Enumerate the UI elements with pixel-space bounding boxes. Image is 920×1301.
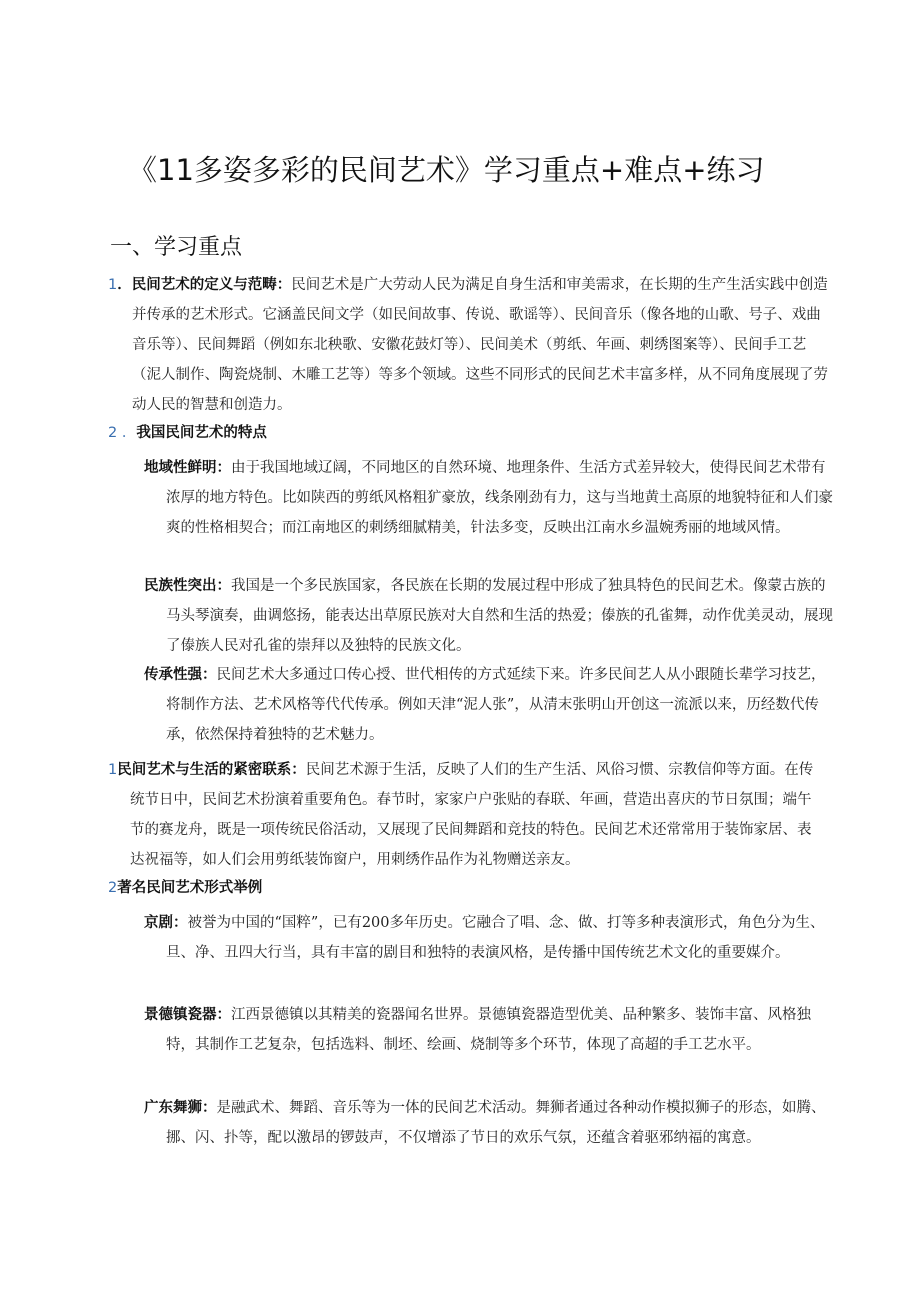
example-text: 是融武术、舞蹈、音乐等为一体的民间艺术活动。舞狮者通过各种动作模拟狮子的形态，如腾、挪、闪、扑等，配以激昂的锣鼓声，不仅增添了节日的欢乐气氛，还蕴含着驱邪纳福的寓意。 [166, 1100, 826, 1146]
feature-text: 我国是一个多民族国家，各民族在长期的发展过程中形成了独具特色的民间艺术。像蒙古族的马头琴演奏，曲调悠扬，能表达出草原民族对大自然和生活的热爱；傣族的孔雀舞，动作优美灵动，展现了傣族人民对孔雀的崇拜以及独特的民族文化。 [166, 578, 833, 654]
list-item-characteristics [108, 418, 832, 448]
feature-text: 民间艺术大多通过口传心授、世代相传的方式延续下来。许多民间艺人从小跟随长辈学习技艺，将制作方法、艺术风格等代代传承。例如天津“泥人张”，从清末张明山开创这一流派以来，历经数代传承，依然保持着独特的艺术魅力。 [166, 667, 826, 743]
item-number: 1 [108, 762, 118, 778]
example-label: 广东舞狮： [144, 1100, 217, 1116]
item-number: 2 [108, 880, 118, 896]
feature-ethnic [144, 571, 834, 661]
document-title: 《11多姿多彩的民间艺术》学习重点+难点+练习 [128, 153, 765, 187]
item-label: 民间艺术的定义与范畴： [131, 277, 292, 293]
feature-inheritance [144, 660, 834, 750]
list-item-life-connection [108, 755, 820, 875]
item-label: 我国民间艺术的特点 [136, 425, 267, 441]
list-item-famous-forms [108, 873, 820, 903]
item-number: 2 [108, 425, 118, 441]
item-label: 著名民间艺术形式举例 [117, 880, 263, 896]
feature-text: 由于我国地域辽阔，不同地区的自然环境、地理条件、生活方式差异较大，使得民间艺术带有浓厚的地方特色。比如陕西的剪纸风格粗犷豪放，线条刚劲有力，这与当地黄土高原的地貌特征和人们豪爽的性格相契合；而江南地区的刺绣细腻精美，针法多变，反映出江南水乡温婉秀丽的地域风情。 [166, 460, 833, 536]
section-heading-study-focus: 一、学习重点 [110, 235, 243, 260]
example-label: 景德镇瓷器： [144, 1007, 231, 1023]
example-text: 被誉为中国的“国粹”，已有200多年历史。它融合了唱、念、做、打等多种表演形式，角色分为生、旦、净、丑四大行当，具有丰富的剧目和独特的表演风格，是传播中国传统艺术文化的重要媒介。 [166, 915, 825, 961]
item-number: 1 [108, 277, 118, 293]
item-sep: ． [117, 425, 137, 441]
item-sep: ． [117, 277, 132, 293]
feature-label: 民族性突出： [144, 578, 231, 594]
list-item-definition [108, 270, 832, 420]
example-text: 江西景德镇以其精美的瓷器闻名世界。景德镇瓷器造型优美、品种繁多、装饰丰富、风格独特，其制作工艺复杂，包括选料、制坯、绘画、烧制等多个环节，体现了高超的手工艺水平。 [166, 1007, 811, 1053]
example-guangdong-lion-dance [144, 1093, 834, 1153]
example-peking-opera [144, 908, 834, 968]
example-label: 京剧： [144, 915, 188, 931]
item-label: 民间艺术与生活的紧密联系： [117, 762, 306, 778]
item-text: 民间艺术源于生活，反映了人们的生产生活、风俗习惯、宗教信仰等方面。在传统节日中，民间艺术扮演着重要角色。春节时，家家户户张贴的春联、年画，营造出喜庆的节日氛围；端午节的赛龙舟，既是一项传统民俗活动，又展现了民间舞蹈和竞技的特色。民间艺术还常常用于装饰家居、表达祝福等，如人们会用剪纸装饰窗户，用刺绣作品作为礼物赠送亲友。 [130, 762, 814, 868]
item-text: 民间艺术是广大劳动人民为满足自身生活和审美需求，在长期的生产生活实践中创造并传承的艺术形式。它涵盖民间文学（如民间故事、传说、歌谣等）、民间音乐（像各地的山歌、号子、戏曲音乐等）、民间舞蹈（例如东北秧歌、安徽花鼓灯等）、民间美术（剪纸、年画、刺绣图案等）、民间手工艺（泥人制作、陶瓷烧制、木雕工艺等）等多个领域。这些不同形式的民间艺术丰富多样，从不同角度展现了劳动人民的智慧和创造力。 [132, 277, 828, 413]
feature-label: 传承性强： [144, 667, 217, 683]
feature-label: 地域性鲜明： [144, 460, 231, 476]
example-jingdezhen-porcelain [144, 1000, 834, 1060]
feature-regional [144, 453, 834, 543]
